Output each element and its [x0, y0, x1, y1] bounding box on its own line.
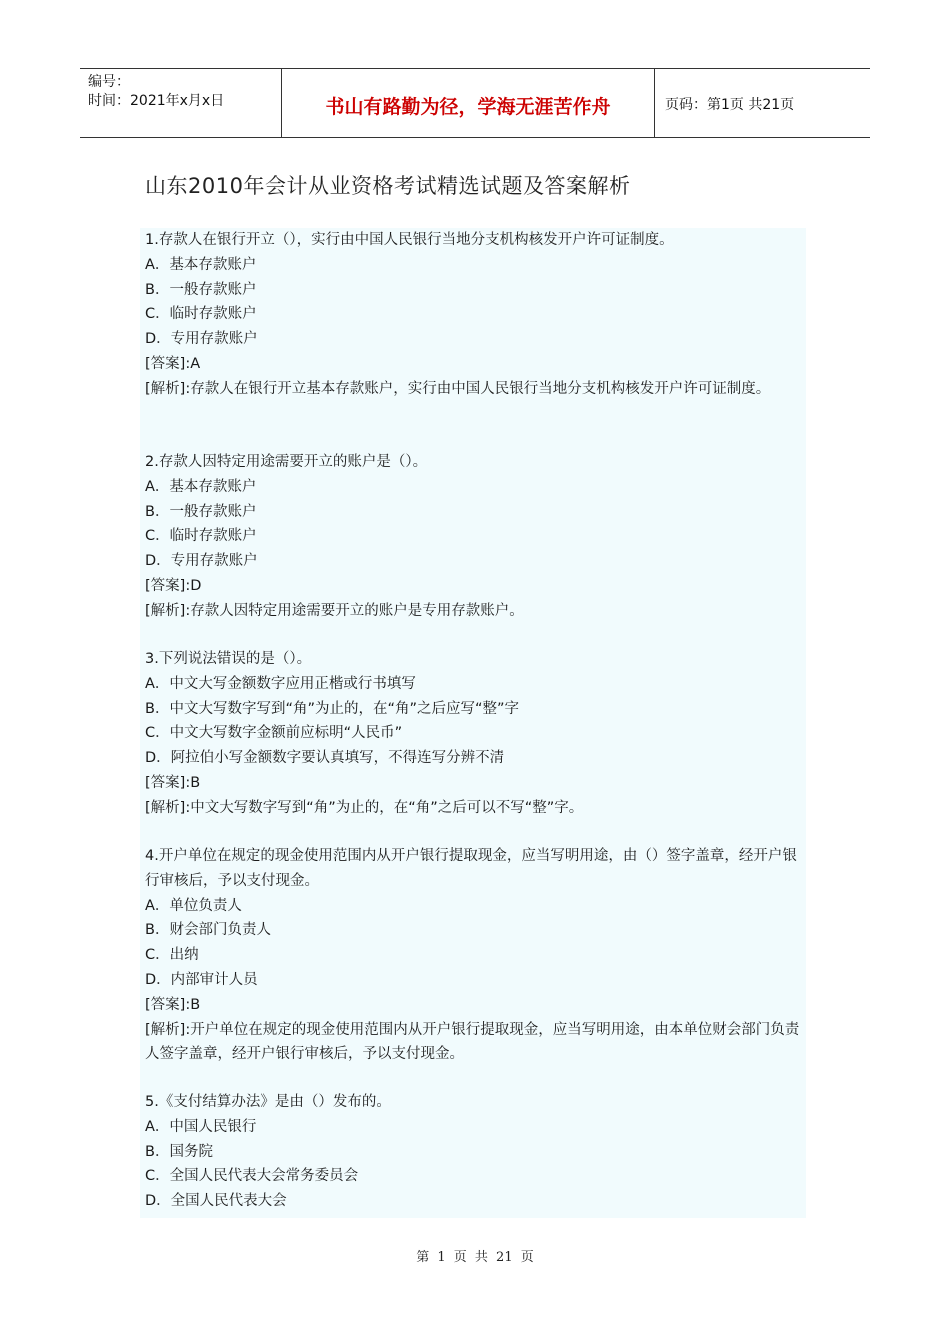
- option-b: B．国务院: [145, 1143, 213, 1160]
- answer: [答案]:B: [145, 996, 201, 1013]
- option-d: D．阿拉伯小写金额数字要认真填写，不得连写分辨不清: [145, 750, 505, 767]
- question-stem: 3.下列说法错误的是（）。: [145, 651, 312, 667]
- analysis: [解析]:开户单位在规定的现金使用范围内从开户银行提取现金，应当写明用途，由本单位财会部门负责人签字盖章，经开户银行审核后，予以支付现金。: [145, 1021, 800, 1063]
- analysis: [解析]:存款人在银行开立基本存款账户，实行由中国人民银行当地分支机构核发开户许可证制度。: [145, 380, 771, 397]
- answer: [答案]:B: [145, 774, 201, 791]
- analysis: [解析]:存款人因特定用途需要开立的账户是专用存款账户。: [145, 602, 524, 619]
- option-d: D．专用存款账户: [145, 331, 258, 348]
- option-c: C．出纳: [145, 947, 199, 964]
- question-stem: 2.存款人因特定用途需要开立的账户是（）。: [145, 454, 428, 470]
- question-stem: 5.《支付结算办法》是由（）发布的。: [145, 1094, 391, 1110]
- code-label: 编号：: [88, 74, 130, 90]
- question-4: [145, 844, 807, 1067]
- option-b: B．中文大写数字写到“角”为止的，在“角”之后应写“整”字: [145, 700, 520, 717]
- option-d: D．专用存款账户: [145, 553, 258, 570]
- question-1: [145, 228, 807, 402]
- option-d: D．全国人民代表大会: [145, 1193, 287, 1210]
- option-c: C．全国人民代表大会常务委员会: [145, 1168, 359, 1185]
- option-a: A．中文大写金额数字应用正楷或行书填写: [145, 675, 416, 692]
- analysis: [解析]:中文大写数字写到“角”为止的，在“角”之后可以不写“整”字。: [145, 799, 584, 816]
- answer: [答案]:A: [145, 355, 201, 372]
- header-table: [80, 68, 870, 138]
- option-d: D．内部审计人员: [145, 971, 258, 988]
- answer: [答案]:D: [145, 577, 202, 594]
- time-label: 时间：2021年x月x日: [88, 93, 225, 109]
- question-stem: 1.存款人在银行开立（），实行由中国人民银行当地分支机构核发开户许可证制度。: [145, 232, 674, 248]
- question-stem: 4.开户单位在规定的现金使用范围内从开户银行提取现金，应当写明用途，由（）签字盖章，经开户银行审核后，予以支付现金。: [145, 848, 797, 889]
- page-info: 页码：第1页 共21页: [665, 97, 795, 113]
- option-c: C．中文大写数字金额前应标明“人民币”: [145, 725, 403, 742]
- option-a: A．中国人民银行: [145, 1118, 257, 1135]
- option-b: B．一般存款账户: [145, 503, 257, 520]
- question-2: [145, 450, 807, 624]
- option-c: C．临时存款账户: [145, 528, 257, 545]
- motto: 书山有路勤为径，学海无涯苦作舟: [282, 69, 655, 137]
- option-c: C．临时存款账户: [145, 306, 257, 323]
- question-area: [140, 228, 806, 1218]
- option-a: A．单位负责人: [145, 897, 242, 914]
- option-a: A．基本存款账户: [145, 478, 257, 495]
- option-a: A．基本存款账户: [145, 256, 257, 273]
- option-b: B．一般存款账户: [145, 281, 257, 298]
- option-b: B．财会部门负责人: [145, 922, 271, 939]
- document-title: 山东2010年会计从业资格考试精选试题及答案解析: [145, 174, 631, 198]
- question-3: [145, 647, 807, 821]
- question-5: [145, 1090, 807, 1214]
- header-meta-cell: [80, 69, 282, 137]
- page-footer: 第 1 页 共 21 页: [416, 1250, 534, 1265]
